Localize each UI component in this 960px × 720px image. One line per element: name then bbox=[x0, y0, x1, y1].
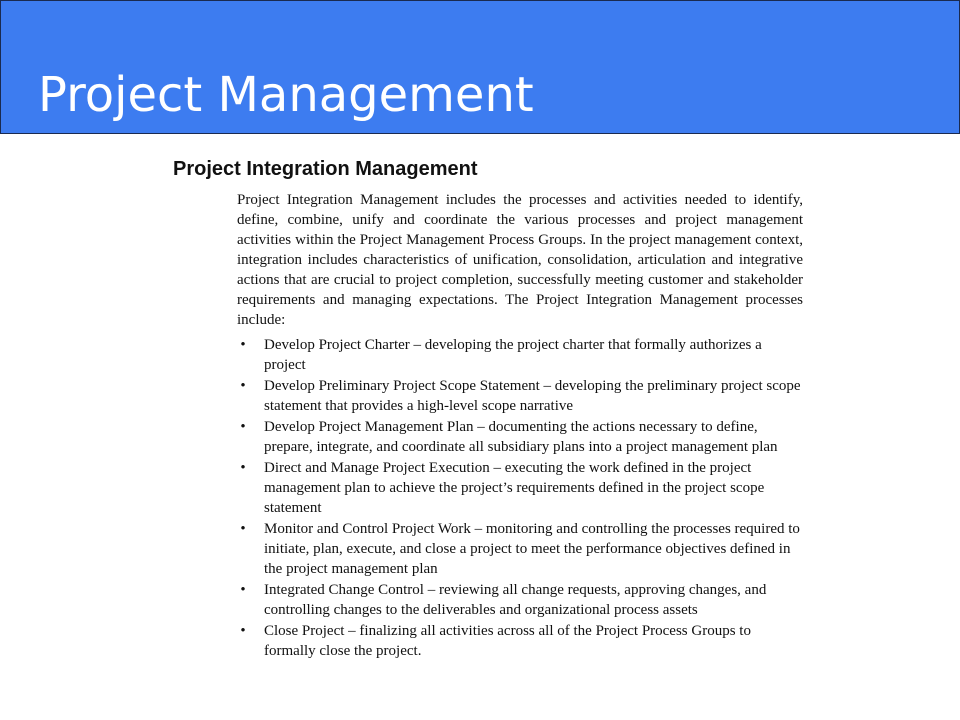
process-list bbox=[237, 335, 802, 662]
process-text: Develop Project Charter – developing the project charter that formally authorizes a project bbox=[264, 337, 762, 373]
process-text: Direct and Manage Project Execution – executing the work defined in the project management plan to achieve the project’s requirements defined in the project scope statement bbox=[264, 460, 765, 516]
process-text: Integrated Change Control – reviewing all change requests, approving changes, and controlling changes to the deliverables and organizational process assets bbox=[264, 582, 767, 618]
intro-paragraph: Project Integration Management includes the processes and activities needed to identify, define, combine, unify and coordinate the various processes and project management activities within the Project Management Process Groups. In the project management context, integration includes characteristics of unification, consolidation, articulation and integrative actions that are crucial to project completion, successfully meeting customer and stakeholder requirements and managing expectations. The Project Integration Management processes include: bbox=[237, 192, 803, 328]
process-item-execution bbox=[237, 458, 802, 518]
process-text: Close Project – finalizing all activities across all of the Project Process Groups to formally close the project. bbox=[264, 623, 751, 659]
process-item-monitor-control bbox=[237, 519, 802, 579]
slide-title: Project Management bbox=[38, 67, 534, 123]
process-item-management-plan bbox=[237, 417, 802, 457]
process-item-close-project bbox=[237, 621, 802, 661]
bullet-icon: • bbox=[240, 582, 246, 598]
process-item-preliminary-scope bbox=[237, 376, 802, 416]
process-item-change-control bbox=[237, 580, 802, 620]
process-text: Develop Project Management Plan – documenting the actions necessary to define, prepare, integrate, and coordinate all subsidiary plans into a project management plan bbox=[264, 419, 778, 455]
bullet-icon: • bbox=[240, 419, 246, 435]
bullet-icon: • bbox=[240, 337, 246, 353]
bullet-icon: • bbox=[240, 521, 246, 537]
title-bar bbox=[0, 0, 960, 134]
bullet-icon: • bbox=[240, 460, 246, 476]
process-text: Monitor and Control Project Work – monitoring and controlling the processes required to initiate, plan, execute, and close a project to meet the performance objectives defined in the project management plan bbox=[264, 521, 800, 577]
bullet-icon: • bbox=[240, 623, 246, 639]
process-item-develop-charter bbox=[237, 335, 802, 375]
process-text: Develop Preliminary Project Scope Statement – developing the preliminary project scope statement that provides a high-level scope narrative bbox=[264, 378, 801, 414]
bullet-icon: • bbox=[240, 378, 246, 394]
section-heading: Project Integration Management bbox=[173, 158, 478, 180]
